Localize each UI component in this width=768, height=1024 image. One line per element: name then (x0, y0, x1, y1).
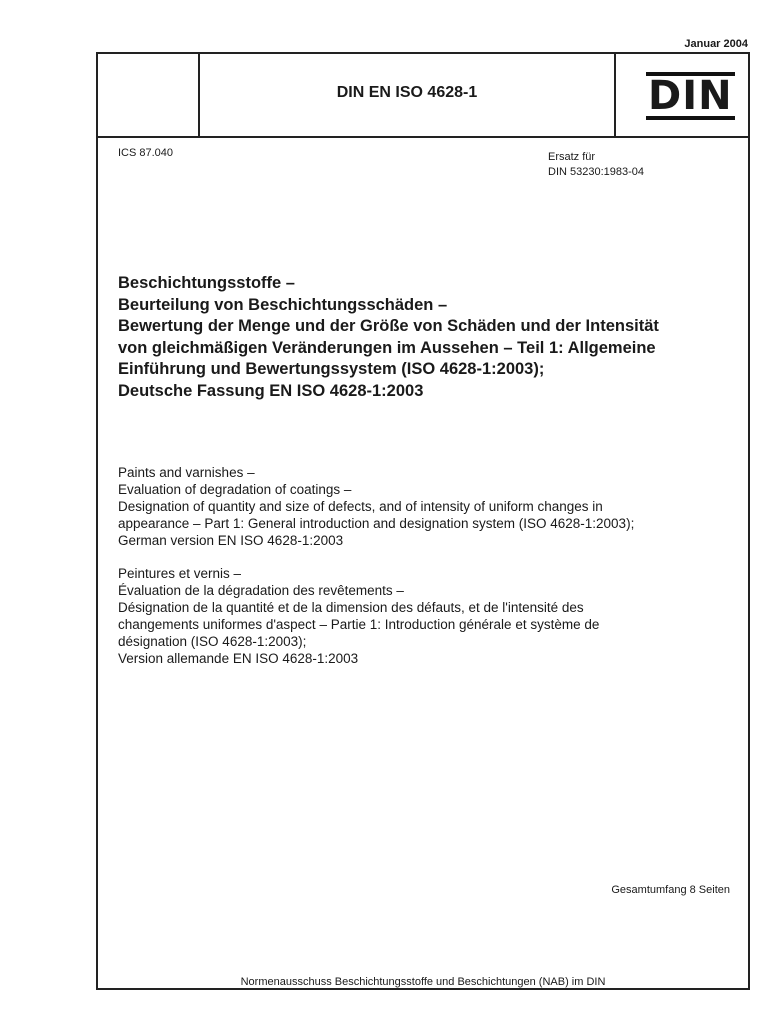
title-en-line: appearance – Part 1: General introduction and designation system (ISO 4628-1:2003); (118, 516, 635, 531)
title-fr-line: changements uniformes d'aspect – Partie 1: Introduction générale et système de (118, 617, 600, 632)
replaces-standard: DIN 53230:1983-04 (548, 166, 645, 178)
total-pages: Gesamtumfang 8 Seiten (611, 884, 730, 896)
title-de-line: Einführung und Bewertungssystem (ISO 4628-1:2003); (118, 360, 545, 378)
header-table (98, 54, 748, 138)
title-fr-line: Évaluation de la dégradation des revêtements – (118, 583, 404, 598)
title-de-line: Deutsche Fassung EN ISO 4628-1:2003 (118, 381, 424, 400)
committee-name: Normenausschuss Beschichtungsstoffe und Beschichtungen (NAB) im DIN (240, 976, 606, 988)
header-empty-cell (98, 54, 200, 136)
title-de-line: Bewertung der Menge und der Größe von Schäden und der Intensität (118, 317, 659, 335)
title-en-line: German version EN ISO 4628-1:2003 (118, 533, 344, 548)
document-number: DIN EN ISO 4628-1 (336, 84, 478, 101)
title-de-line: Beurteilung von Beschichtungsschäden – (118, 295, 448, 314)
title-en-line: Evaluation of degradation of coatings – (118, 482, 352, 497)
ics-code: ICS 87.040 (118, 147, 174, 159)
title-german (118, 273, 738, 402)
title-fr-line: Peintures et vernis – (118, 566, 242, 581)
title-de-line: Beschichtungsstoffe – (118, 274, 295, 292)
cover-frame (96, 52, 750, 990)
title-fr-line: désignation (ISO 4628-1:2003); (118, 634, 307, 649)
title-fr-line: Version allemande EN ISO 4628-1:2003 (118, 651, 359, 666)
publication-date: Januar 2004 (684, 38, 748, 50)
title-fr-line: Désignation de la quantité et de la dimension des défauts, et de l'intensité des (118, 600, 584, 615)
title-french (118, 565, 738, 667)
replaces-block (548, 150, 644, 180)
replaces-label: Ersatz für (548, 151, 596, 163)
title-english (118, 464, 738, 549)
logo-cell (614, 54, 748, 136)
title-de-line: von gleichmäßigen Veränderungen im Aussehen – Teil 1: Allgemeine (118, 338, 656, 357)
din-logo: DIN (648, 73, 733, 119)
title-en-line: Designation of quantity and size of defects, and of intensity of uniform changes in (118, 499, 603, 514)
title-en-line: Paints and varnishes – (118, 465, 255, 480)
